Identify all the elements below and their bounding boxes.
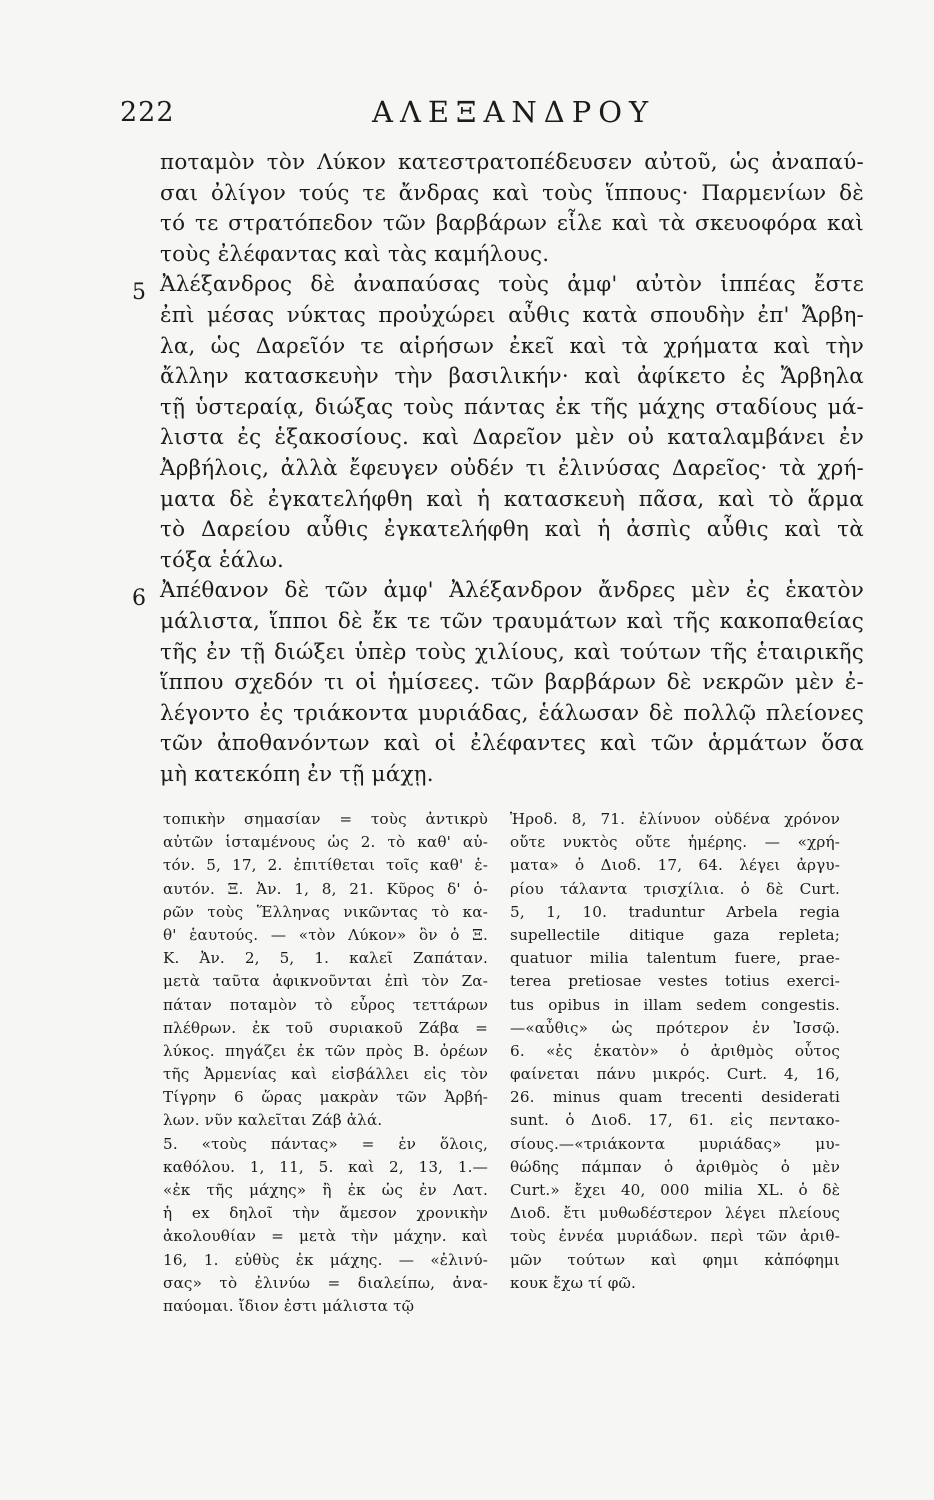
text-line-content: ἄλλην κατασκευὴν τὴν βασιλικήν· καὶ ἀφίκετο ἐς Ἄρβηλα <box>160 364 864 390</box>
note-line: οὔτε νυκτὸς οὔτε ἡμέρης. — «χρή- <box>510 833 840 852</box>
note-line: παύομαι. ἴδιον ἐστι μάλιστα τῷ <box>163 1296 415 1315</box>
note-line: αὐτῶν ἱσταμένους ὡς 2. τὸ καθ' αὑ- <box>163 833 488 852</box>
text-line <box>160 638 864 669</box>
note-line: —«αὖθις» ὡς πρότερον ἐν Ἰσσῷ. <box>510 1018 840 1037</box>
note-line: σίους.—«τριάκοντα μυριάδας» μυ- <box>510 1134 840 1153</box>
note-line: «ἐκ τῆς μάχης» ἢ ἐκ ὡς ἐν Λατ. <box>163 1181 488 1199</box>
text-line-content: λέγοντο ἐς τριάκοντα μυριάδας, ἑάλωσαν δὲ πολλῷ πλείονες <box>160 700 864 726</box>
text-line <box>160 393 864 424</box>
note-line: tus opibus in illam sedem congestis. <box>510 995 840 1014</box>
text-line <box>160 362 864 393</box>
note-line: τοὺς ἐννέα μυριάδων. περὶ τῶν ἀριθ- <box>510 1227 840 1246</box>
note-line: sunt. ὁ Διοδ. 17, 61. εἰς πεντακο- <box>510 1111 840 1130</box>
note-line: κουκ ἔχω τί φῶ. <box>510 1273 637 1292</box>
note-line: 5. «τοὺς πάντας» = ἐν ὅλοις, <box>163 1134 488 1153</box>
note-line: ρίου τάλαντα τρισχίλια. ὁ δὲ Curt. <box>510 879 840 898</box>
note-line: φαίνεται πάνυ μικρός. Curt. 4, 16, <box>510 1065 840 1084</box>
text-line <box>160 209 864 240</box>
note-line: λων. νῦν καλεῖται Ζάβ ἀλά. <box>163 1111 383 1130</box>
text-line <box>132 270 864 306</box>
note-line: σας» τὸ ἐλινύω = διαλείπω, ἀνα- <box>163 1273 488 1292</box>
note-line: ἡ ex δηλοῖ τὴν ἄμεσον χρονικὴν <box>163 1204 488 1223</box>
note-line: 26. minus quam trecenti desiderati <box>510 1088 840 1107</box>
main-text <box>132 148 864 790</box>
text-line-content: τό τε στρατόπεδον τῶν βαρβάρων εἷλε καὶ τὰ σκευοφόρα καὶ <box>160 211 864 237</box>
notes-left-column <box>163 808 488 1318</box>
text-line <box>160 454 864 485</box>
note-line: μῶν τούτων καὶ φημι κἀπόφημι <box>510 1250 840 1269</box>
note-line: 6. «ἐς ἑκατὸν» ὁ ἀριθμὸς οὗτος <box>510 1041 840 1060</box>
note-line: Διοδ. ἔτι μυθωδέστερον λέγει πλείους <box>510 1204 840 1223</box>
note-line: καθόλου. 1, 11, 5. καὶ 2, 13, 1.— <box>163 1157 488 1176</box>
section-number: 6 <box>132 586 147 612</box>
text-line-content: ἐπὶ μέσας νύκτας προὐχώρει αὖθις κατὰ σπουδὴν ἐπ' Ἄρβη- <box>160 302 864 328</box>
text-line-content: τοὺς ἐλέφαντας καὶ τὰς καμήλους. <box>160 241 550 267</box>
note-line: θώδης πάμπαν ὁ ἀριθμὸς ὁ μὲν <box>510 1157 840 1176</box>
note-line: Κ. Ἀν. 2, 5, 1. καλεῖ Ζαπάταν. <box>163 949 488 968</box>
text-line-content: λιστα ἐς ἑξακοσίους. καὶ Δαρεῖον μὲν οὐ καταλαμβάνει ἐν <box>160 425 864 451</box>
text-line-content: τῇ ὑστεραίᾳ, διώξας τοὺς πάντας ἐκ τῆς μάχης σταδίους μά- <box>160 394 864 420</box>
text-line <box>160 729 864 760</box>
text-line-content: τὸ Δαρείου αὖθις ἐγκατελήφθη καὶ ἡ ἀσπὶς αὖθις καὶ τὰ <box>160 517 864 543</box>
text-line-content: λα, ὡς Δαρεῖόν τε αἱρήσων ἐκεῖ καὶ τὰ χρήματα καὶ τὴν <box>160 333 864 359</box>
page-header <box>0 95 934 135</box>
text-line-content: τόξα ἑάλω. <box>160 547 285 573</box>
note-line: πλέθρων. ἐκ τοῦ συριακοῦ Ζάβα = <box>163 1018 488 1037</box>
section-number: 5 <box>132 280 147 306</box>
running-title: ΑΛΕΞΑΝΔΡΟΥ <box>372 95 656 129</box>
note-line: terea pretiosae vestes totius exerci- <box>510 972 840 991</box>
text-line-content: Ἀπέθανον δὲ τῶν ἀμφ' Ἀλέξανδρον ἄνδρες μὲν ἐς ἑκατὸν <box>160 578 864 604</box>
note-line: ρῶν τοὺς Ἕλληνας νικῶντας τὸ κα- <box>163 902 488 921</box>
text-line-content: τῆς ἐν τῇ διώξει ὑπὲρ τοὺς χιλίους, καὶ τούτων τῆς ἑταιρικῆς <box>160 639 864 665</box>
note-line: θ' ἑαυτούς. — «τὸν Λύκον» ὃν ὁ Ξ. <box>163 925 488 944</box>
text-line-content: ματα δὲ ἐγκατελήφθη καὶ ἡ κατασκευὴ πᾶσα, καὶ τὸ ἅρμα <box>160 486 864 512</box>
note-line: λύκος. πηγάζει ἐκ τῶν πρὸς Β. ὀρέων <box>163 1041 488 1060</box>
text-line <box>160 332 864 363</box>
text-line <box>132 576 864 612</box>
text-line <box>160 301 864 332</box>
note-line: quatuor milia talentum fuere, prae- <box>510 949 840 968</box>
text-line <box>160 423 864 454</box>
text-line <box>160 668 864 699</box>
text-line-content: ποταμὸν τὸν Λύκον κατεστρατοπέδευσεν αὐτοῦ, ὡς ἀναπαύ- <box>160 150 864 175</box>
note-line: ματα» ὁ Διοδ. 17, 64. λέγει ἀργυ- <box>510 856 840 875</box>
text-line-content: σαι ὀλίγον τούς τε ἄνδρας καὶ τοὺς ἵππους· Παρμενίων δὲ <box>160 180 864 206</box>
text-line <box>160 699 864 730</box>
text-line <box>160 515 864 546</box>
text-line-content: τῶν ἀποθανόντων καὶ οἱ ἐλέφαντες καὶ τῶν ἁρμάτων ὅσα <box>160 731 864 757</box>
note-line: αυτόν. Ξ. Ἀν. 1, 8, 21. Κῦρος δ' ὁ- <box>163 879 488 898</box>
note-line: Τίγρην 6 ὥρας μακρὰν τῶν Ἀρβή- <box>163 1088 488 1107</box>
text-line <box>160 760 864 791</box>
note-line: 5, 1, 10. traduntur Arbela regia <box>510 902 840 921</box>
note-line: ἀκολουθίαν = μετὰ τὴν μάχην. καὶ <box>163 1227 488 1246</box>
note-line: τόν. 5, 17, 2. ἐπιτίθεται τοῖς καθ' ἑ- <box>163 856 488 875</box>
page-number: 222 <box>120 97 175 128</box>
note-line: πάταν ποταμὸν τὸ εὖρος τεττάρων <box>163 995 488 1014</box>
text-line-content: Ἀρβήλοις, ἀλλὰ ἔφευγεν οὐδέν τι ἐλινύσας Δαρεῖος· τὰ χρή- <box>160 455 864 481</box>
text-line <box>160 179 864 210</box>
notes-right-column <box>510 808 840 1295</box>
note-line: Ἡροδ. 8, 71. ἐλίνυον οὐδένα χρόνον <box>510 810 840 828</box>
text-line-content: Ἀλέξανδρος δὲ ἀναπαύσας τοὺς ἀμφ' αὐτὸν ἱππέας ἔστε <box>160 272 864 298</box>
note-line: τῆς Ἀρμενίας καὶ εἰσβάλλει εἰς τὸν <box>163 1065 488 1084</box>
note-line: τοπικὴν σημασίαν = τοὺς ἀντικρὺ <box>163 810 488 828</box>
text-line <box>160 148 864 179</box>
text-line-content: ἵππου σχεδόν τι οἱ ἡμίσεες. τῶν βαρβάρων δὲ νεκρῶν μὲν ἐ- <box>160 670 864 696</box>
note-line: 16, 1. εὐθὺς ἐκ μάχης. — «ἐλινύ- <box>163 1250 488 1269</box>
text-line <box>160 240 864 271</box>
note-line: Curt.» ἔχει 40, 000 milia XL. ὁ δὲ <box>510 1181 840 1199</box>
note-line: μετὰ ταῦτα ἀφικνοῦνται ἐπὶ τὸν Ζα- <box>163 972 488 991</box>
text-line <box>160 485 864 516</box>
text-line <box>160 607 864 638</box>
text-line <box>160 546 864 577</box>
text-line-content: μὴ κατεκόπη ἐν τῇ μάχῃ. <box>160 761 434 787</box>
text-line-content: μάλιστα, ἵπποι δὲ ἔκ τε τῶν τραυμάτων καὶ τῆς κακοπαθείας <box>160 608 864 634</box>
note-line: supellectile ditique gaza repleta; <box>510 925 840 944</box>
